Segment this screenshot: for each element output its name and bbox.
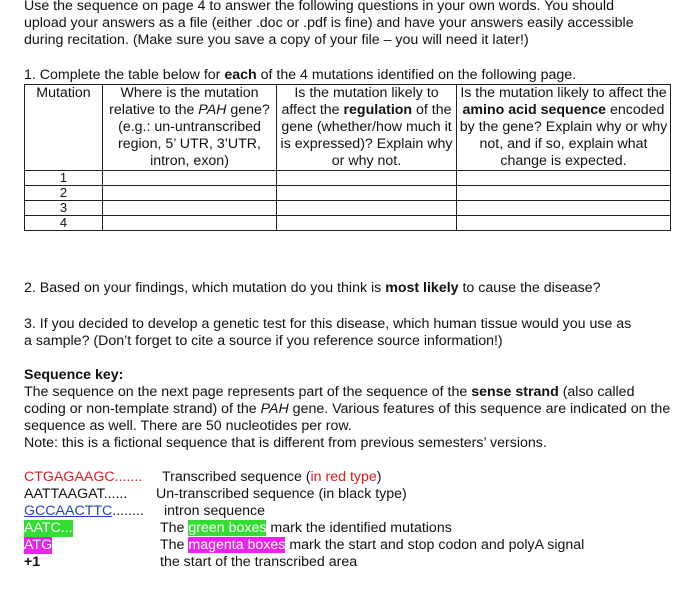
question-2-emphasis: most likely	[385, 280, 459, 296]
sequence-key	[24, 367, 674, 452]
legend-desc-transcribed: Transcribed sequence (in red type)	[162, 469, 382, 485]
answer-cell[interactable]	[103, 171, 277, 186]
legend-row-codons	[24, 537, 684, 554]
answer-cell[interactable]	[457, 201, 671, 216]
header-location: Where is the mutation relative to the PAH gene? (e.g.: un-untranscribed region, 5’ UTR, 3’UTR, intron, exon)	[103, 85, 277, 171]
sequence-key-note: Note: this is a fictional sequence that is different from previous semesters’ versions.	[24, 435, 547, 451]
legend-desc-start: the start of the transcribed area	[160, 554, 358, 570]
question-2-text: 2. Based on your findings, which mutation do you think is	[24, 280, 386, 296]
question-1-emphasis: each	[224, 67, 257, 83]
sequence-legend	[24, 469, 684, 571]
answer-cell[interactable]	[277, 186, 457, 201]
answer-cell[interactable]	[277, 216, 457, 231]
table-row	[25, 186, 671, 201]
intro-line: during recitation. (Make sure you save a copy of your file – you will need it later!)	[24, 32, 529, 48]
question-3-line: a sample? (Don’t forget to cite a source if you reference source information!)	[24, 333, 503, 349]
question-2-text: to cause the disease?	[458, 280, 601, 296]
question-3-line: 3. If you decided to develop a genetic test for this disease, which human tissue would you use as	[24, 316, 632, 332]
legend-sample-magenta-box: ATG	[24, 537, 53, 553]
legend-desc-codons: The magenta boxes mark the start and stop codon and polyA signal	[160, 537, 585, 553]
answer-cell[interactable]	[457, 186, 671, 201]
answer-cell[interactable]	[103, 216, 277, 231]
sequence-key-description: The sequence on the next page represents part of the sequence of the sense strand (also called coding or non-template strand) of the PAH gene. Various features of this sequence are indicated on the sequence as well. There are 50 nucleotides per row.	[24, 384, 671, 434]
legend-row-intron	[24, 503, 684, 520]
question-2	[24, 280, 674, 297]
legend-row-transcribed	[24, 469, 684, 486]
intro-line: Use the sequence on page 4 to answer the following questions in your own words. You should	[24, 0, 614, 14]
legend-sample-transcribed: CTGAGAAGC.......	[24, 469, 143, 485]
row-number: 1	[25, 171, 103, 186]
table-row	[25, 216, 671, 231]
header-regulation: Is the mutation likely to affect the regulation of the gene (whether/how much it is expressed)? Explain why or why not.	[277, 85, 457, 171]
intro-paragraph	[24, 0, 674, 49]
legend-desc-mutations: The green boxes mark the identified mutations	[160, 520, 452, 536]
row-number: 3	[25, 201, 103, 216]
legend-sample-untranscribed: AATTAAGAT......	[24, 486, 128, 502]
table-header-row	[25, 85, 671, 171]
sequence-key-heading: Sequence key:	[24, 367, 124, 383]
legend-row-untranscribed	[24, 486, 684, 503]
legend-sample-plus-one: +1	[24, 554, 41, 570]
question-1	[24, 67, 674, 84]
answer-cell[interactable]	[277, 201, 457, 216]
legend-desc-intron: intron sequence	[164, 503, 265, 519]
header-mutation: Mutation	[25, 85, 103, 171]
table-row	[25, 171, 671, 186]
answer-cell[interactable]	[103, 186, 277, 201]
answer-cell[interactable]	[457, 171, 671, 186]
row-number: 4	[25, 216, 103, 231]
intro-line: upload your answers as a file (either .doc or .pdf is fine) and have your answers easily accessible	[24, 15, 634, 31]
answer-cell[interactable]	[103, 201, 277, 216]
question-3	[24, 316, 674, 350]
legend-sample-green-box: AATC...	[24, 520, 73, 536]
row-number: 2	[25, 186, 103, 201]
legend-row-start	[24, 554, 684, 571]
question-1-text: of the 4 mutations identified on the following page.	[256, 67, 577, 83]
legend-desc-untranscribed: Un-transcribed sequence (in black type)	[156, 486, 407, 502]
answer-cell[interactable]	[277, 171, 457, 186]
question-1-text: 1. Complete the table below for	[24, 67, 225, 83]
table-row	[25, 201, 671, 216]
legend-sample-intron: GCCAACTTC........	[24, 503, 144, 519]
legend-row-mutations	[24, 520, 684, 537]
mutation-table	[24, 84, 671, 231]
header-amino-acid: Is the mutation likely to affect the amino acid sequence encoded by the gene? Explain why or why not, and if so, explain what change is expected.	[457, 85, 671, 171]
answer-cell[interactable]	[457, 216, 671, 231]
